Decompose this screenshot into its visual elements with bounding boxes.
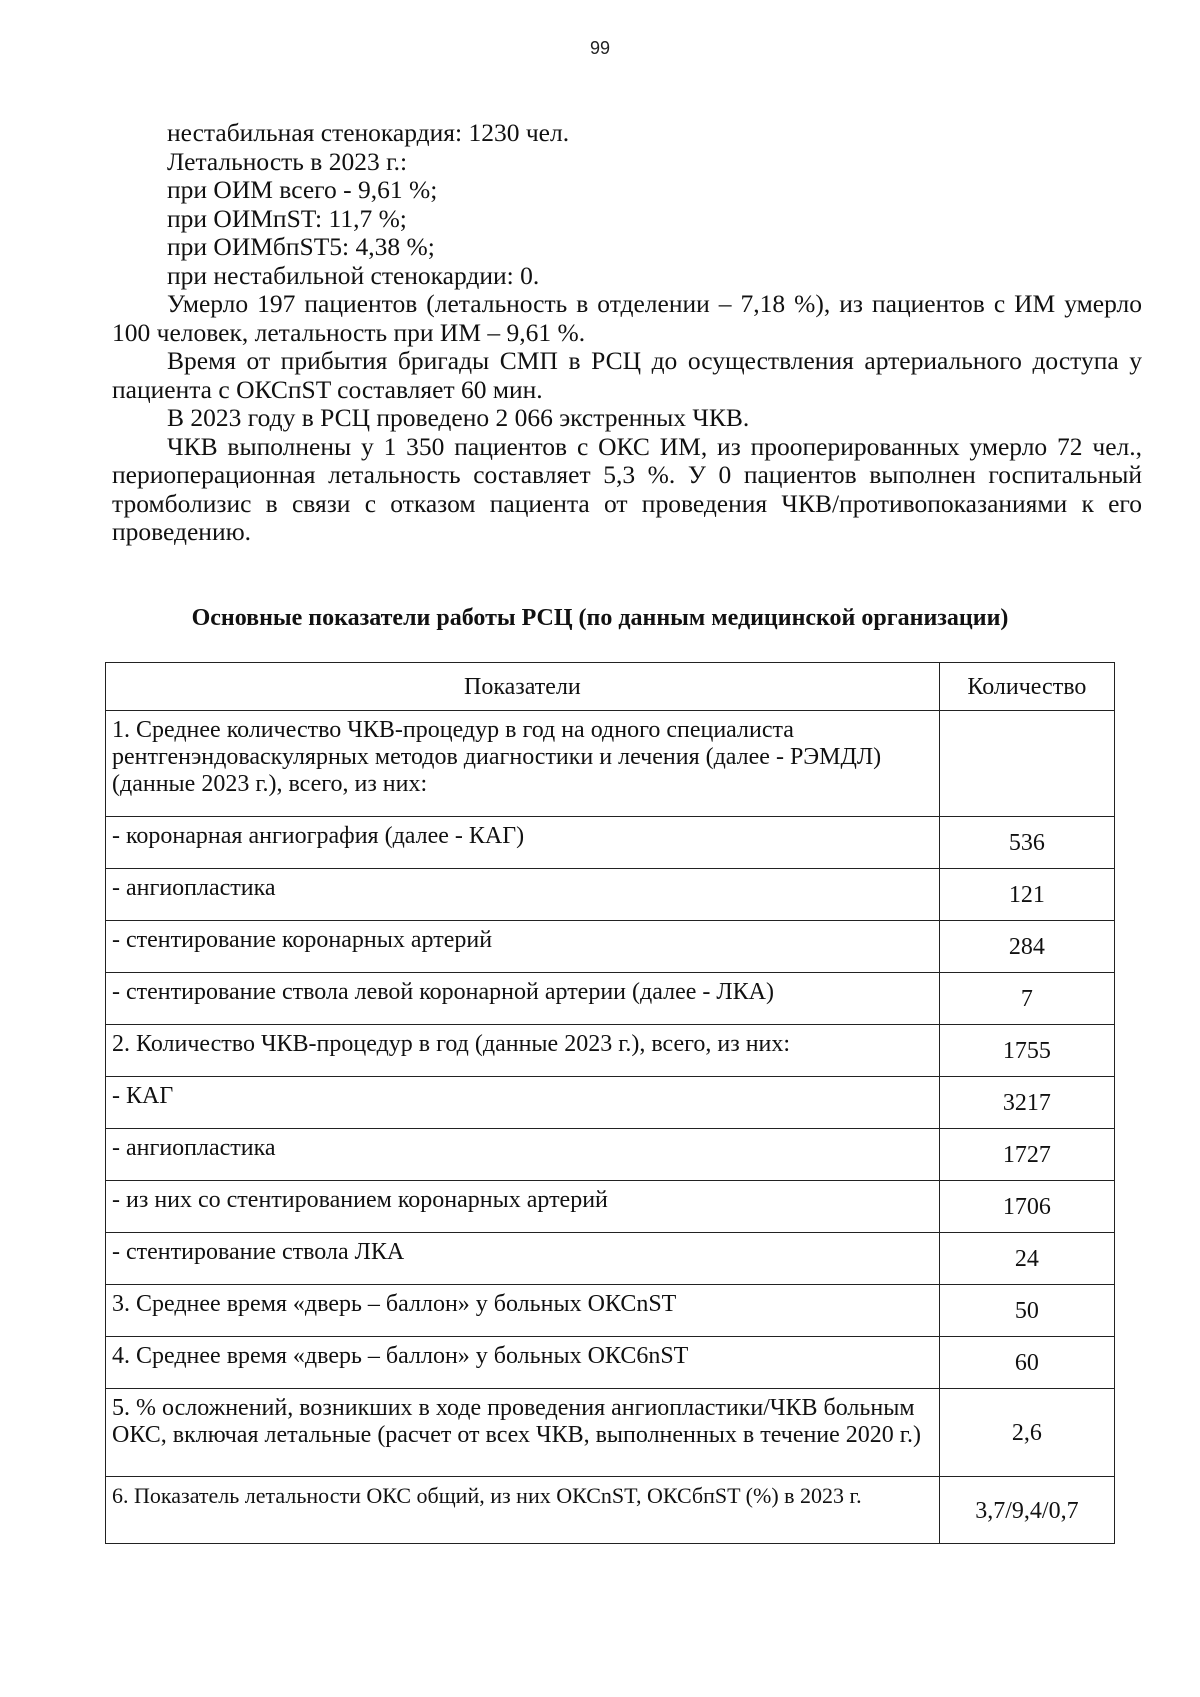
table-row	[106, 1129, 1115, 1181]
header-indicators: Показатели	[106, 663, 940, 711]
paragraph-pci-results: ЧКВ выполнены у 1 350 пациентов с ОКС ИМ, из прооперированных умерло 72 чел., периоперационная летальность составляет 5,3 %. У 0 пациентов выполнен госпитальный тромболизис в связи с отказом пациента от проведения ЧКВ/противопоказаниями к его проведению.	[112, 431, 1142, 546]
row-value	[939, 711, 1114, 817]
row-value: 3217	[939, 1077, 1114, 1129]
row-value: 121	[939, 869, 1114, 921]
row-label: 5. % осложнений, возникших в ходе проведения ангиопластики/ЧКВ больным ОКС, включая летальные (расчет от всех ЧКВ, выполненных в течение 2020 г.)	[106, 1389, 940, 1477]
row-value: 60	[939, 1337, 1114, 1389]
row-label: - из них со стентированием коронарных артерий	[106, 1181, 940, 1233]
row-value: 3,7/9,4/0,7	[939, 1477, 1114, 1544]
table-row	[106, 1337, 1115, 1389]
table-row	[106, 1025, 1115, 1077]
table-row	[106, 817, 1115, 869]
row-label: 6. Показатель летальности ОКС общий, из них ОКСnST, ОКСбпST (%) в 2023 г.	[106, 1477, 940, 1544]
row-value: 50	[939, 1285, 1114, 1337]
row-label: - стентирование ствола левой коронарной артерии (далее - ЛКА)	[106, 973, 940, 1025]
header-quantity: Количество	[939, 663, 1114, 711]
paragraph-mortality-oimpst: при ОИМпST: 11,7 %;	[167, 203, 407, 233]
row-value: 24	[939, 1233, 1114, 1285]
paragraph-emergency-pci: В 2023 году в РСЦ проведено 2 066 экстренных ЧКВ.	[167, 403, 750, 432]
row-value: 536	[939, 817, 1114, 869]
body-text	[112, 119, 1142, 547]
row-value: 7	[939, 973, 1114, 1025]
row-label: 1. Среднее количество ЧКВ-процедур в год на одного специалиста рентгенэндоваскулярных методов диагностики и лечения (далее - РЭМДЛ) (данные 2023 г.), всего, из них:	[106, 711, 940, 817]
row-label: - стентирование коронарных артерий	[106, 921, 940, 973]
paragraph-mortality-heading: Летальность в 2023 г.:	[167, 146, 408, 176]
table-row	[106, 973, 1115, 1025]
row-label: 3. Среднее время «дверь – баллон» у больных ОКСnST	[106, 1285, 940, 1337]
table-row	[106, 1389, 1115, 1477]
table-row	[106, 1233, 1115, 1285]
row-label: 4. Среднее время «дверь – баллон» у больных ОКС6nST	[106, 1337, 940, 1389]
paragraph-mortality-unstable: при нестабильной стенокардии: 0.	[167, 260, 540, 290]
row-label: - ангиопластика	[106, 869, 940, 921]
table-row	[106, 869, 1115, 921]
row-label: - стентирование ствола ЛКА	[106, 1233, 940, 1285]
row-value: 2,6	[939, 1389, 1114, 1477]
table-row	[106, 1077, 1115, 1129]
paragraph-unstable-angina: нестабильная стенокардия: 1230 чел.	[167, 118, 570, 147]
paragraph-mortality-oimbpst: при ОИМбпST5: 4,38 %;	[167, 232, 435, 261]
row-label: - коронарная ангиография (далее - КАГ)	[106, 817, 940, 869]
row-value: 1727	[939, 1129, 1114, 1181]
row-value: 1706	[939, 1181, 1114, 1233]
table-row	[106, 1285, 1115, 1337]
table-row	[106, 1477, 1115, 1544]
paragraph-mortality-oim: при ОИМ всего - 9,61 %;	[167, 175, 438, 204]
row-label: - КАГ	[106, 1077, 940, 1129]
table-header-row	[106, 663, 1115, 711]
row-value: 1755	[939, 1025, 1114, 1077]
table-row	[106, 711, 1115, 817]
row-value: 284	[939, 921, 1114, 973]
table-row	[106, 921, 1115, 973]
table-title: Основные показатели работы РСЦ (по данным медицинской организации)	[191, 605, 1009, 631]
table-row	[106, 1181, 1115, 1233]
paragraph-arrival-time: Время от прибытия бригады СМП в РСЦ до осуществления артериального доступа у пациента с ОКСпST составляет 60 мин.	[112, 346, 1142, 404]
row-label: - ангиопластика	[106, 1129, 940, 1181]
indicators-table	[105, 662, 1115, 1544]
paragraph-deaths: Умерло 197 пациентов (летальность в отделении – 7,18 %), из пациентов с ИМ умерло 100 человек, летальность при ИМ – 9,61 %.	[112, 289, 1142, 347]
page-number: 99	[589, 38, 611, 58]
row-label: 2. Количество ЧКВ-процедур в год (данные 2023 г.), всего, из них:	[106, 1025, 940, 1077]
